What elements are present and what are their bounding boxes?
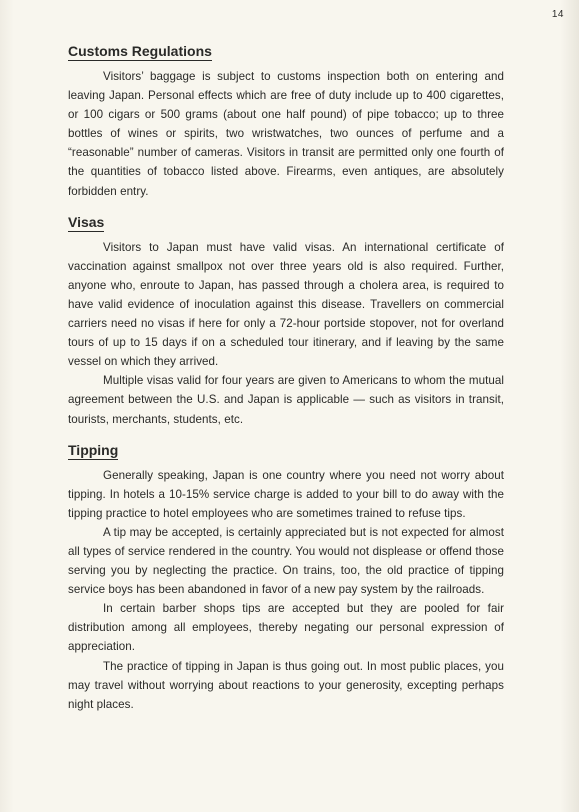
section-heading: Customs Regulations [68,43,212,59]
section-tipping [68,441,504,714]
section-heading: Tipping [68,441,119,458]
section-heading: Visas [68,213,105,230]
section-visas [68,213,504,429]
paragraph: A tip may be accepted, is certainly appreciated but is not expected for almost all types of service rendered in the country. You would not displease or offend those serving you by neglecting the practice. On trains, too, the old practice of tipping service boys has been abandoned in favor of a new pay system by the railroads. [68,525,504,597]
paragraph: The practice of tipping in Japan is thus going out. In most public places, you may travel without worrying about reactions to your generosity, excepting perhaps night places. [68,659,504,711]
section-customs-regulations [68,42,504,201]
paragraph: Generally speaking, Japan is one country where you need not worry about tipping. In hotels a 10-15% service charge is added to your bill to do away with the tipping practice to hotel employees who are sometimes trained to refuse tips. [68,468,504,520]
paragraph: Visitors’ baggage is subject to customs inspection both on entering and leaving Japan. Personal effects which are free of duty include up to 400 cigarettes, or 100 cigars or 500 grams (about one half pound) of pipe tobacco; up to three bottles of wines or spirits, two wristwatches, two ounces of perfume and a “reasonable” number of cameras. Visitors in transit are permitted only one fourth of the quantities of tobacco listed above. Firearms, even antiques, are absolutely forbidden entry. [68,70,504,198]
paragraph: In certain barber shops tips are accepted but they are pooled for fair distribution among all employees, thereby negating our personal expression of appreciation. [68,602,504,654]
paragraph: Visitors to Japan must have valid visas. An international certificate of vaccination against smallpox not over three years old is also required. Further, anyone who, enroute to Japan, has passed through a cholera area, is required to have valid evidence of inoculation against this disease. Travellers on commercial carriers need no visas if here for only a 72-hour portside stopover, not for overland tours of up to 15 days if on a scheduled tour itinerary, and if leaving by the same vessel on which they arrived. [68,240,504,369]
page-number: 14 [551,9,564,20]
paragraph: Multiple visas valid for four years are given to Americans to whom the mutual agreement between the U.S. and Japan is applicable — such as visitors in transit, tourists, merchants, students, etc. [68,374,504,426]
page-content [68,42,504,726]
